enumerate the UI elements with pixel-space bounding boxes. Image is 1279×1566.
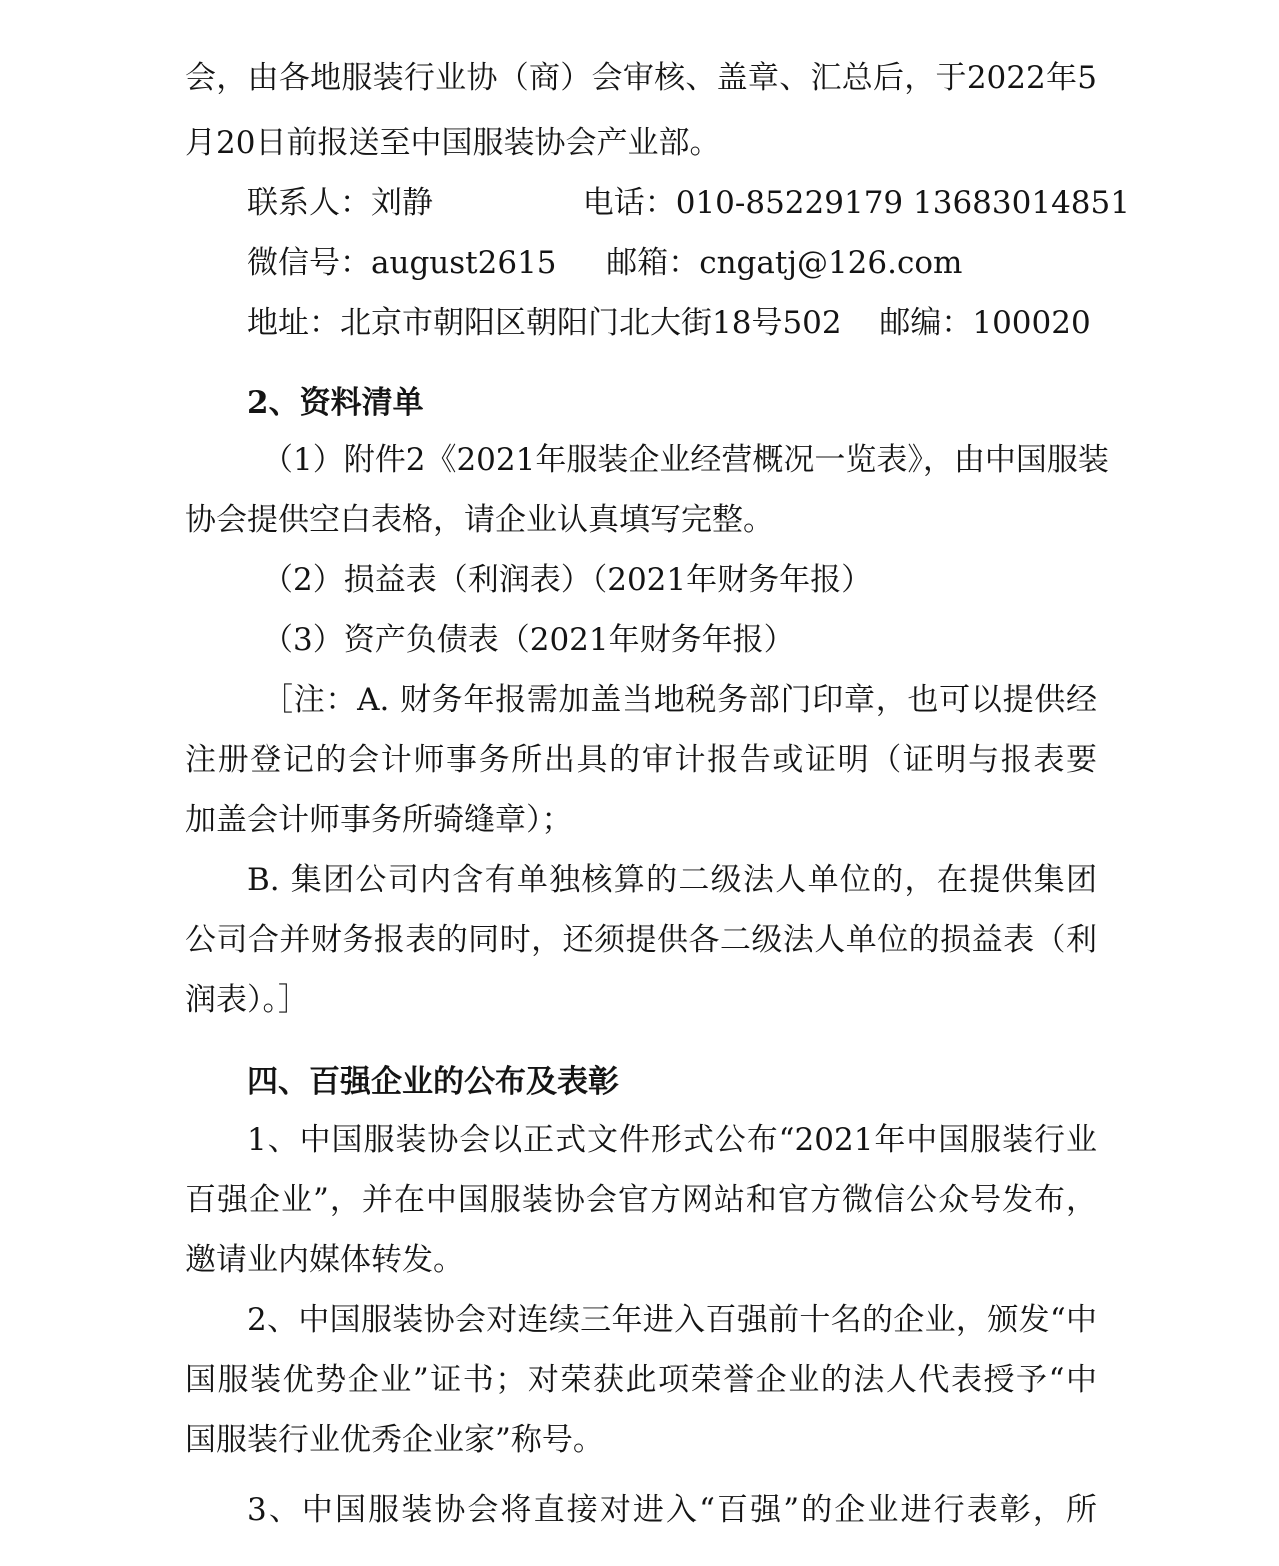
contact-wechat-label: 微信号： <box>247 245 371 281</box>
contact-address-row <box>247 303 1091 343</box>
para-1-line-3: 邀请业内媒体转发。 <box>185 1242 464 1278</box>
item-1-line-2: 协会提供空白表格，请企业认真填写完整。 <box>185 502 774 538</box>
note-b-line-3: 润表）。］ <box>185 982 309 1018</box>
note-a-line-1: ［注：A. 财务年报需加盖当地税务部门印章，也可以提供经 <box>262 682 1097 718</box>
para-1-line-2: 百强企业”，并在中国服装协会官方网站和官方微信公众号发布， <box>185 1182 1097 1218</box>
contact-email-value: cngatj@126.com <box>699 245 963 281</box>
contact-address-label: 地址： <box>247 305 340 341</box>
item-2: （2）损益表（利润表）（2021年财务年报） <box>262 562 873 598</box>
para-2-line-3: 国服装行业优秀企业家”称号。 <box>185 1422 604 1458</box>
para-1-line-1: 1、中国服装协会以正式文件形式公布“2021年中国服装行业 <box>247 1122 1097 1158</box>
contact-zip-value: 100020 <box>972 305 1091 341</box>
note-a-line-2: 注册登记的会计师事务所出具的审计报告或证明（证明与报表要 <box>185 742 1097 778</box>
contact-zip-label: 邮编： <box>879 305 973 341</box>
contact-email-label: 邮箱： <box>606 245 700 281</box>
note-b-line-2: 公司合并财务报表的同时，还须提供各二级法人单位的损益表（利 <box>185 922 1097 958</box>
contact-phone-label: 电话： <box>582 185 676 221</box>
contact-person-row <box>247 183 1130 223</box>
contact-wechat-value: august2615 <box>371 245 557 281</box>
note-a-line-3: 加盖会计师事务所骑缝章）； <box>185 802 573 838</box>
text-line: 会，由各地服装行业协（商）会审核、盖章、汇总后，于2022年5 <box>185 60 1097 96</box>
item-1-line-1: （1）附件2《2021年服装企业经营概况一览表》，由中国服装 <box>262 442 1109 478</box>
contact-address-value: 北京市朝阳区朝阳门北大街18号502 <box>340 305 842 341</box>
contact-phone-value: 010-85229179 13683014851 <box>675 185 1130 221</box>
text-line: 月20日前报送至中国服装协会产业部。 <box>185 125 721 161</box>
para-3-line-1: 3、中国服装协会将直接对进入“百强”的企业进行表彰，所 <box>247 1492 1097 1528</box>
item-3: （3）资产负债表（2021年财务年报） <box>262 622 795 658</box>
contact-person-label: 联系人： <box>247 185 371 221</box>
para-2-line-1: 2、中国服装协会对连续三年进入百强前十名的企业，颁发“中 <box>247 1302 1097 1338</box>
contact-person-value: 刘静 <box>371 185 433 221</box>
contact-wechat-row <box>247 243 962 283</box>
para-2-line-2: 国服装优势企业”证书；对荣获此项荣誉企业的法人代表授予“中 <box>185 1362 1097 1398</box>
note-b-line-1: B. 集团公司内含有单独核算的二级法人单位的，在提供集团 <box>247 862 1097 898</box>
section-2-heading: 2、资料清单 <box>247 385 424 421</box>
section-4-heading: 四、百强企业的公布及表彰 <box>247 1064 619 1100</box>
